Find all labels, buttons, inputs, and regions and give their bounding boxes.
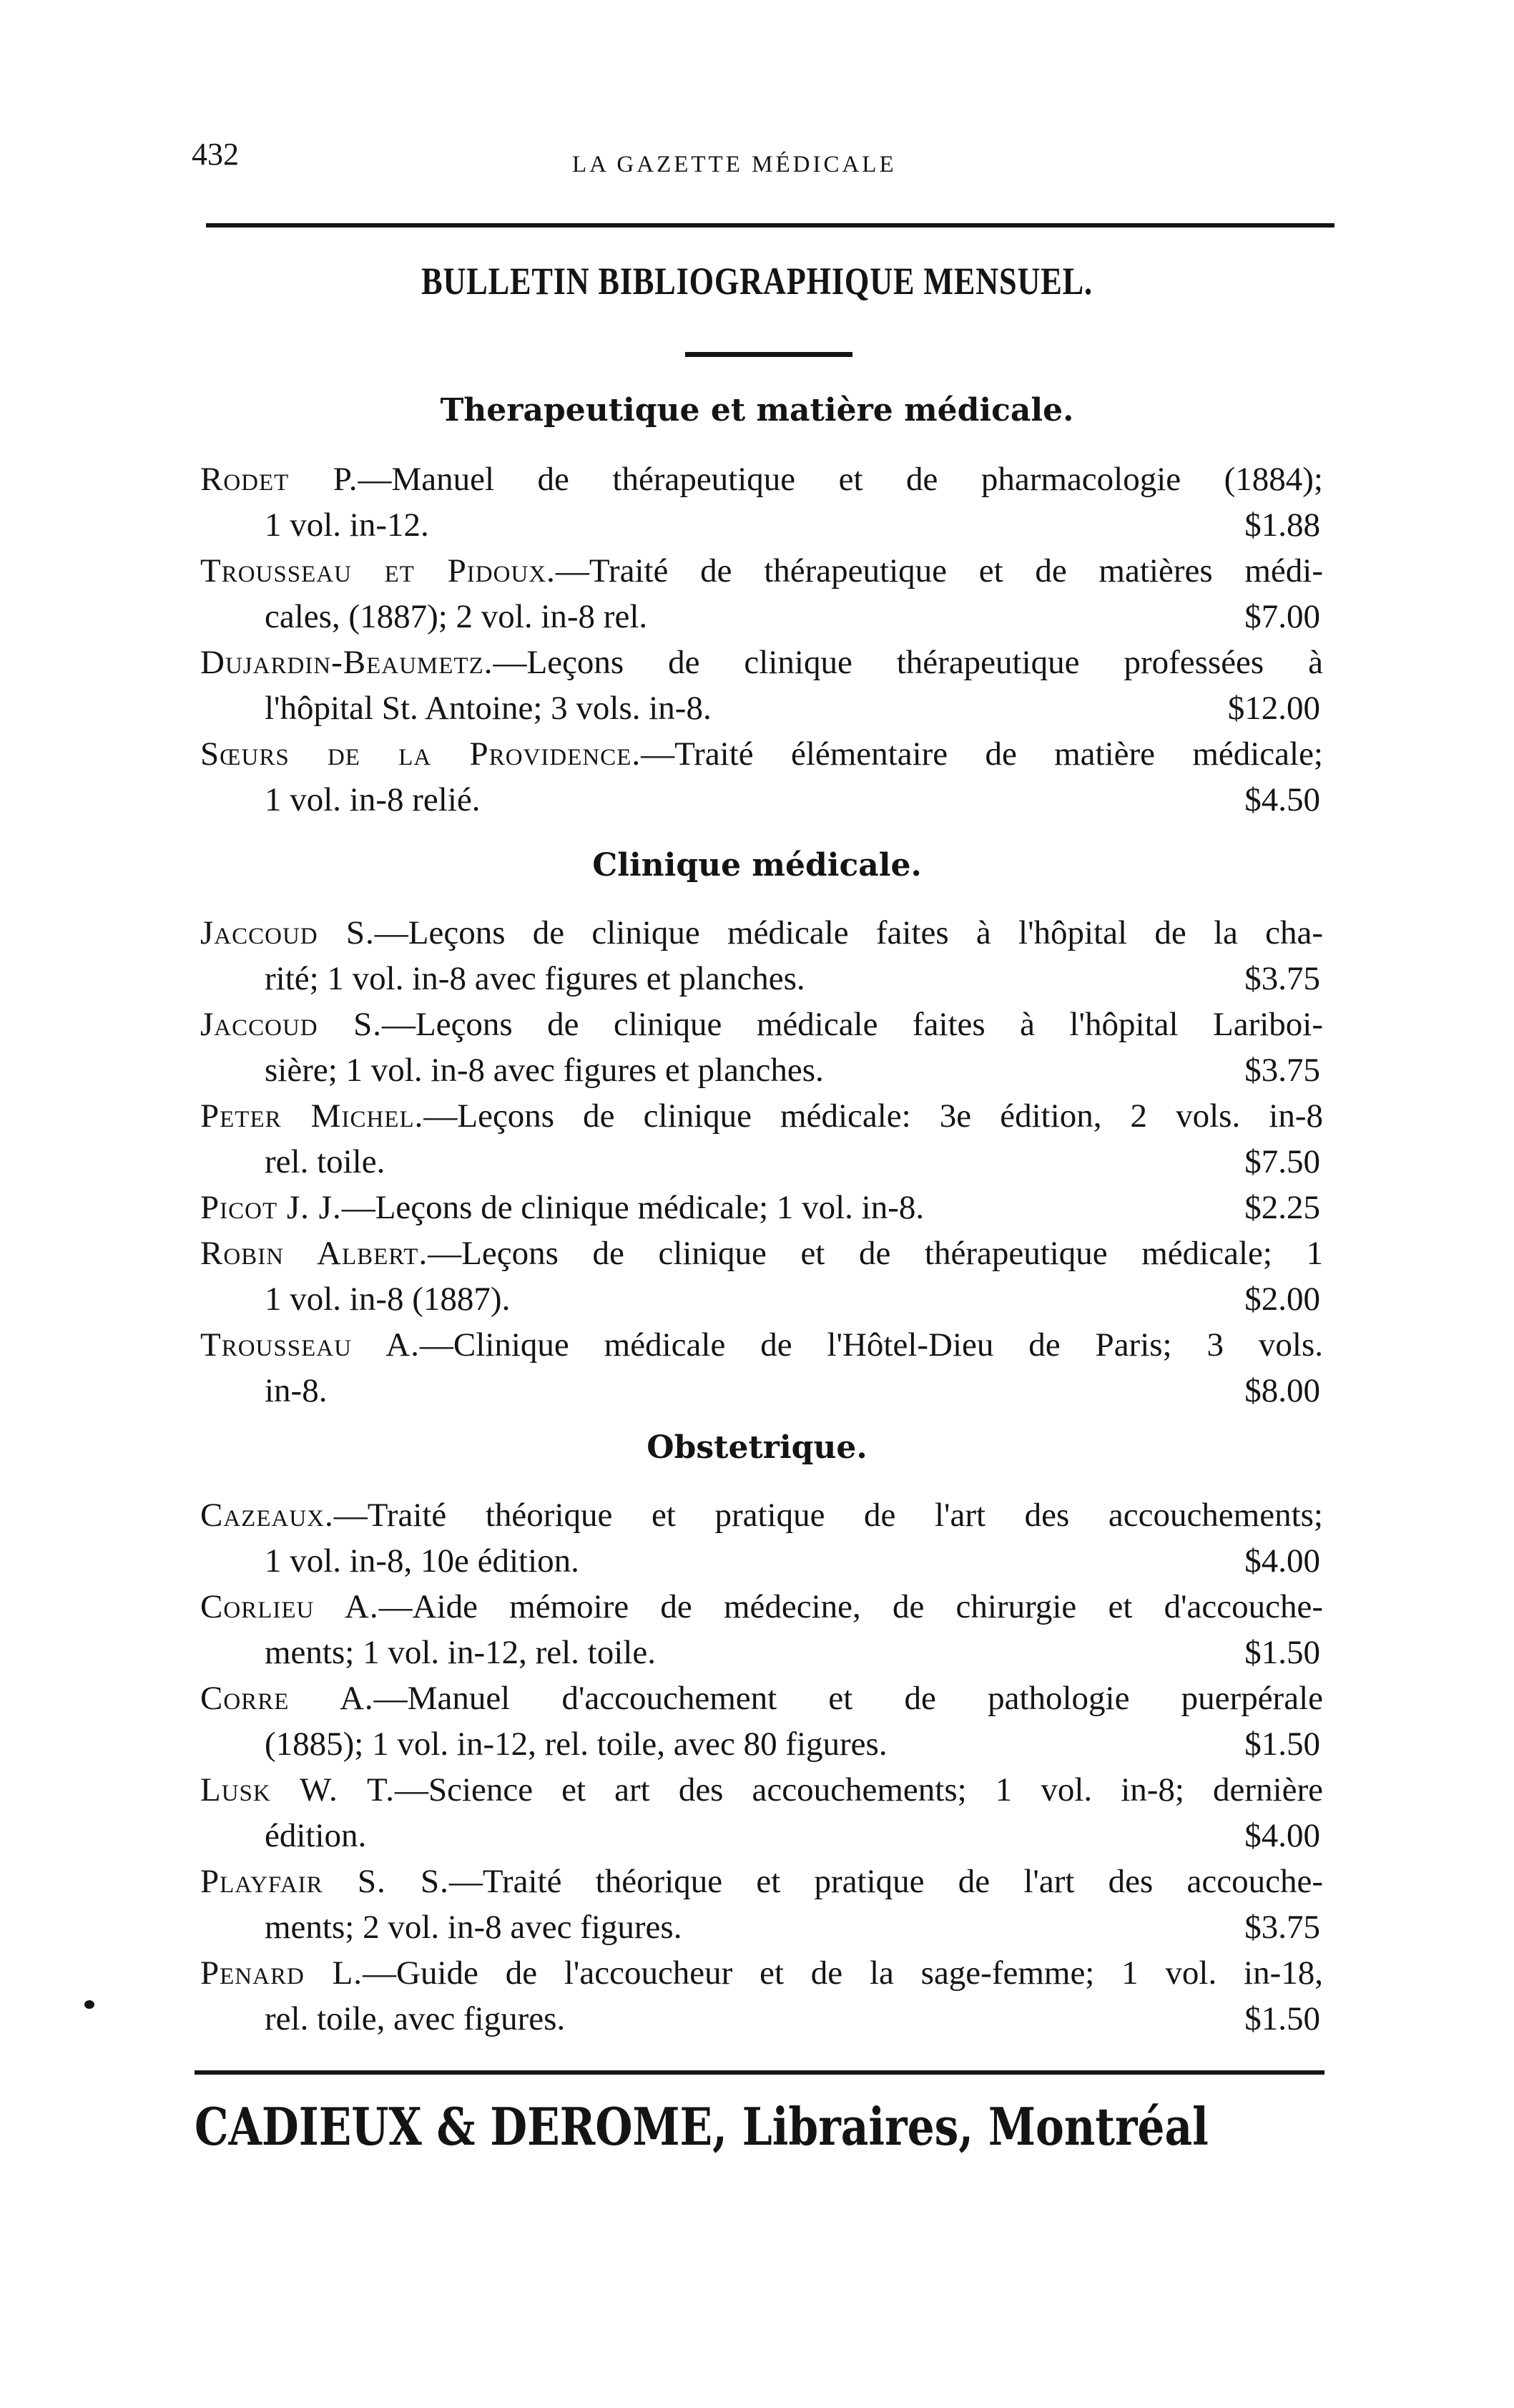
publisher-footer: CADIEUX & DEROME, Libraires, Montréal <box>195 2096 1209 2157</box>
entry-author: Corlieu A. <box>200 1588 379 1625</box>
entry-author: Corre A. <box>200 1680 374 1717</box>
entry-price: $7.00 <box>1244 598 1320 635</box>
entry-price: $2.00 <box>1244 1281 1320 1318</box>
entry-price: $1.88 <box>1244 506 1320 544</box>
entry-price: $4.00 <box>1244 1542 1320 1580</box>
entry-author: Rodet P. <box>200 461 358 498</box>
entry-title: —Guide de l'accoucheur et de la sage-femme; 1 vol. in-18, <box>363 1954 1323 1992</box>
entry-price: $3.75 <box>1244 960 1320 997</box>
list-item <box>200 1859 1323 1950</box>
list-item <box>200 1584 1323 1675</box>
entry-title: —Leçons de clinique thérapeutique professées à <box>493 644 1323 681</box>
entry-details: rel. toile, avec figures. <box>265 2000 566 2037</box>
entry-price: $1.50 <box>1244 1726 1320 1763</box>
entry-title: —Leçons de clinique médicale faites à l'hôpital Lariboi- <box>382 1006 1324 1043</box>
entry-author: Peter Michel. <box>200 1097 424 1135</box>
entry-title: —Manuel de thérapeutique et de pharmacologie (1884); <box>358 461 1323 498</box>
entry-title: —Manuel d'accouchement et de pathologie puerpérale <box>373 1680 1323 1717</box>
list-item <box>200 910 1323 1002</box>
entry-author: Penard L. <box>200 1954 363 1992</box>
list-item <box>200 1675 1323 1767</box>
entry-author: Playfair S. S. <box>200 1863 449 1900</box>
section-heading-clinique: Clinique médicale. <box>592 847 922 884</box>
entry-details: rité; 1 vol. in-8 avec figures et planches. <box>265 960 805 997</box>
ink-speck <box>84 2000 94 2009</box>
entry-title: —Aide mémoire de médecine, de chirurgie et d'accouche- <box>378 1588 1323 1625</box>
entry-details: cales, (1887); 2 vol. in-8 rel. <box>265 598 648 635</box>
list-item <box>200 1767 1323 1859</box>
entry-price: $7.50 <box>1244 1143 1320 1180</box>
entry-title: —Traité théorique et pratique de l'art des accouchements; <box>333 1497 1323 1534</box>
running-title: LA GAZETTE MÉDICALE <box>572 152 897 177</box>
entry-details: ments; 2 vol. in-8 avec figures. <box>265 1909 682 1946</box>
entry-price: $4.00 <box>1244 1817 1320 1854</box>
entry-title: —Traité théorique et pratique de l'art des accouche- <box>448 1863 1323 1900</box>
entry-author: Robin Albert. <box>200 1235 428 1272</box>
entry-title: —Leçons de clinique médicale faites à l'hôpital de la cha- <box>374 914 1323 951</box>
entry-price: $3.75 <box>1244 1052 1320 1089</box>
entry-title: —Leçons de clinique médicale: 3e édition, 2 vols. in-8 <box>423 1097 1323 1135</box>
list-item <box>200 548 1323 640</box>
entry-author: Dujardin-Beaumetz. <box>200 644 493 681</box>
list-item <box>200 1002 1323 1093</box>
entry-price: $4.50 <box>1244 781 1320 818</box>
entry-details: 1 vol. in-8 relié. <box>265 781 481 818</box>
entry-author: Trousseau et Pidoux. <box>200 552 556 589</box>
entry-price: $2.25 <box>1244 1189 1320 1226</box>
entry-author: Jaccoud S. <box>200 914 375 951</box>
entry-details: 1 vol. in-8 (1887). <box>265 1281 511 1318</box>
entry-author: Jaccoud S. <box>200 1006 382 1043</box>
list-item <box>200 1950 1323 2042</box>
entry-title: —Leçons de clinique médicale; 1 vol. in-8. <box>341 1189 925 1226</box>
entry-details: (1885); 1 vol. in-12, rel. toile, avec 80 figures. <box>265 1726 888 1763</box>
entry-title: —Traité élémentaire de matière médicale; <box>641 735 1323 773</box>
entry-author: Sœurs de la Providence. <box>200 735 642 773</box>
entry-details: rel. toile. <box>265 1143 385 1180</box>
header-rule <box>206 223 1334 227</box>
entry-details: 1 vol. in-8, 10e édition. <box>265 1542 579 1580</box>
entry-price: $3.75 <box>1244 1909 1320 1946</box>
list-item <box>200 1185 1323 1230</box>
list-item <box>200 731 1323 823</box>
entry-author: Cazeaux. <box>200 1497 334 1534</box>
list-item <box>200 1492 1323 1584</box>
entry-price: $1.50 <box>1244 1634 1320 1671</box>
list-item <box>200 1322 1323 1414</box>
entry-title: —Traité de thérapeutique et de matières médi- <box>555 552 1323 589</box>
entry-author: Lusk W. T. <box>200 1771 395 1809</box>
entry-details: 1 vol. in-12. <box>265 506 429 544</box>
entry-price: $1.50 <box>1244 2000 1320 2037</box>
section-heading-obstetrique: Obstetrique. <box>647 1429 867 1466</box>
list-item <box>200 1230 1323 1322</box>
page-number: 432 <box>192 137 239 172</box>
entry-price: $8.00 <box>1244 1372 1320 1409</box>
list-item <box>200 1093 1323 1185</box>
entry-price: $12.00 <box>1227 690 1320 727</box>
entry-details: sière; 1 vol. in-8 avec figures et planches. <box>265 1052 824 1089</box>
list-item <box>200 456 1323 548</box>
entry-author: Picot J. J. <box>200 1189 342 1226</box>
entry-title: —Leçons de clinique et de thérapeutique médicale; 1 <box>428 1235 1324 1272</box>
entry-details: ments; 1 vol. in-12, rel. toile. <box>265 1634 656 1671</box>
entry-title: —Science et art des accouchements; 1 vol. in-8; dernière <box>394 1771 1323 1809</box>
title-divider <box>685 352 852 357</box>
entry-details: in-8. <box>265 1372 328 1409</box>
footer-rule <box>195 2070 1324 2075</box>
entry-author: Trousseau A. <box>200 1326 420 1364</box>
entry-title: —Clinique médicale de l'Hôtel-Dieu de Paris; 3 vols. <box>419 1326 1323 1364</box>
entry-details: édition. <box>265 1817 367 1854</box>
bulletin-title: BULLETIN BIBLIOGRAPHIQUE MENSUEL. <box>421 260 1093 303</box>
list-item <box>200 640 1323 731</box>
entry-details: l'hôpital St. Antoine; 3 vols. in-8. <box>265 690 712 727</box>
section-heading-therapeutique: Therapeutique et matière médicale. <box>440 392 1074 429</box>
